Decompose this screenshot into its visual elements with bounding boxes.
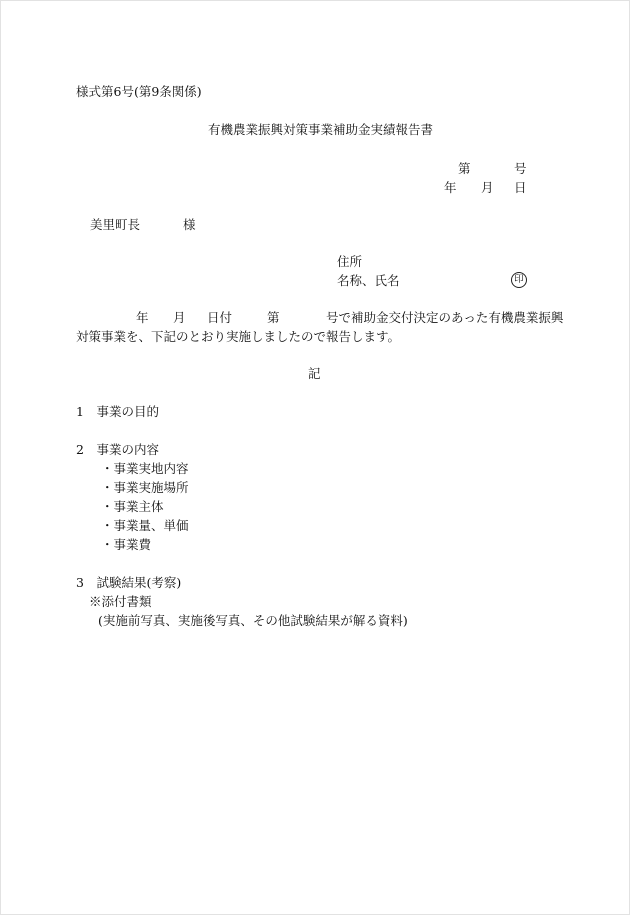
section-2-item: ・事業実地内容 (101, 461, 189, 476)
section-2-item: ・事業実施場所 (101, 480, 189, 495)
seal-mark: 印 (511, 272, 527, 288)
ki-heading: 記 (308, 366, 321, 381)
address-label: 住所 (337, 254, 363, 269)
section-2-item: ・事業費 (101, 537, 152, 552)
body-dai: 第 (267, 310, 280, 325)
date-day: 日 (514, 180, 527, 195)
section-2-content: 2 事業の内容 (76, 442, 159, 457)
body-month: 月 (173, 310, 186, 325)
body-line2: 対策事業を、下記のとおり実施しましたので報告します。 (76, 329, 401, 344)
date-month: 月 (481, 180, 494, 195)
body-line1-rest: 号で補助金交付決定のあった有機農業振興 (326, 310, 564, 325)
document-title: 有機農業振興対策事業補助金実績報告書 (208, 122, 434, 137)
attachment-detail: (実施前写真、実施後写真、その他試験結果が解る資料) (98, 613, 408, 628)
body-year: 年 (136, 310, 149, 325)
doc-number-go: 号 (514, 161, 527, 176)
body-day-dated: 日付 (207, 310, 233, 325)
section-1-purpose: 1 事業の目的 (76, 404, 159, 419)
section-2-item: ・事業主体 (101, 499, 164, 514)
date-year: 年 (444, 180, 457, 195)
name-label: 名称、氏名 (337, 273, 400, 288)
addressee-name: 美里町長 (90, 217, 141, 232)
section-2-item: ・事業量、単価 (101, 518, 189, 533)
addressee-honorific: 様 (183, 217, 196, 232)
attachment-title: ※添付書類 (89, 594, 152, 609)
section-3-results: 3 試験結果(考察) (76, 575, 182, 590)
form-number: 様式第6号(第9条関係) (76, 84, 202, 99)
doc-number-dai: 第 (458, 161, 471, 176)
